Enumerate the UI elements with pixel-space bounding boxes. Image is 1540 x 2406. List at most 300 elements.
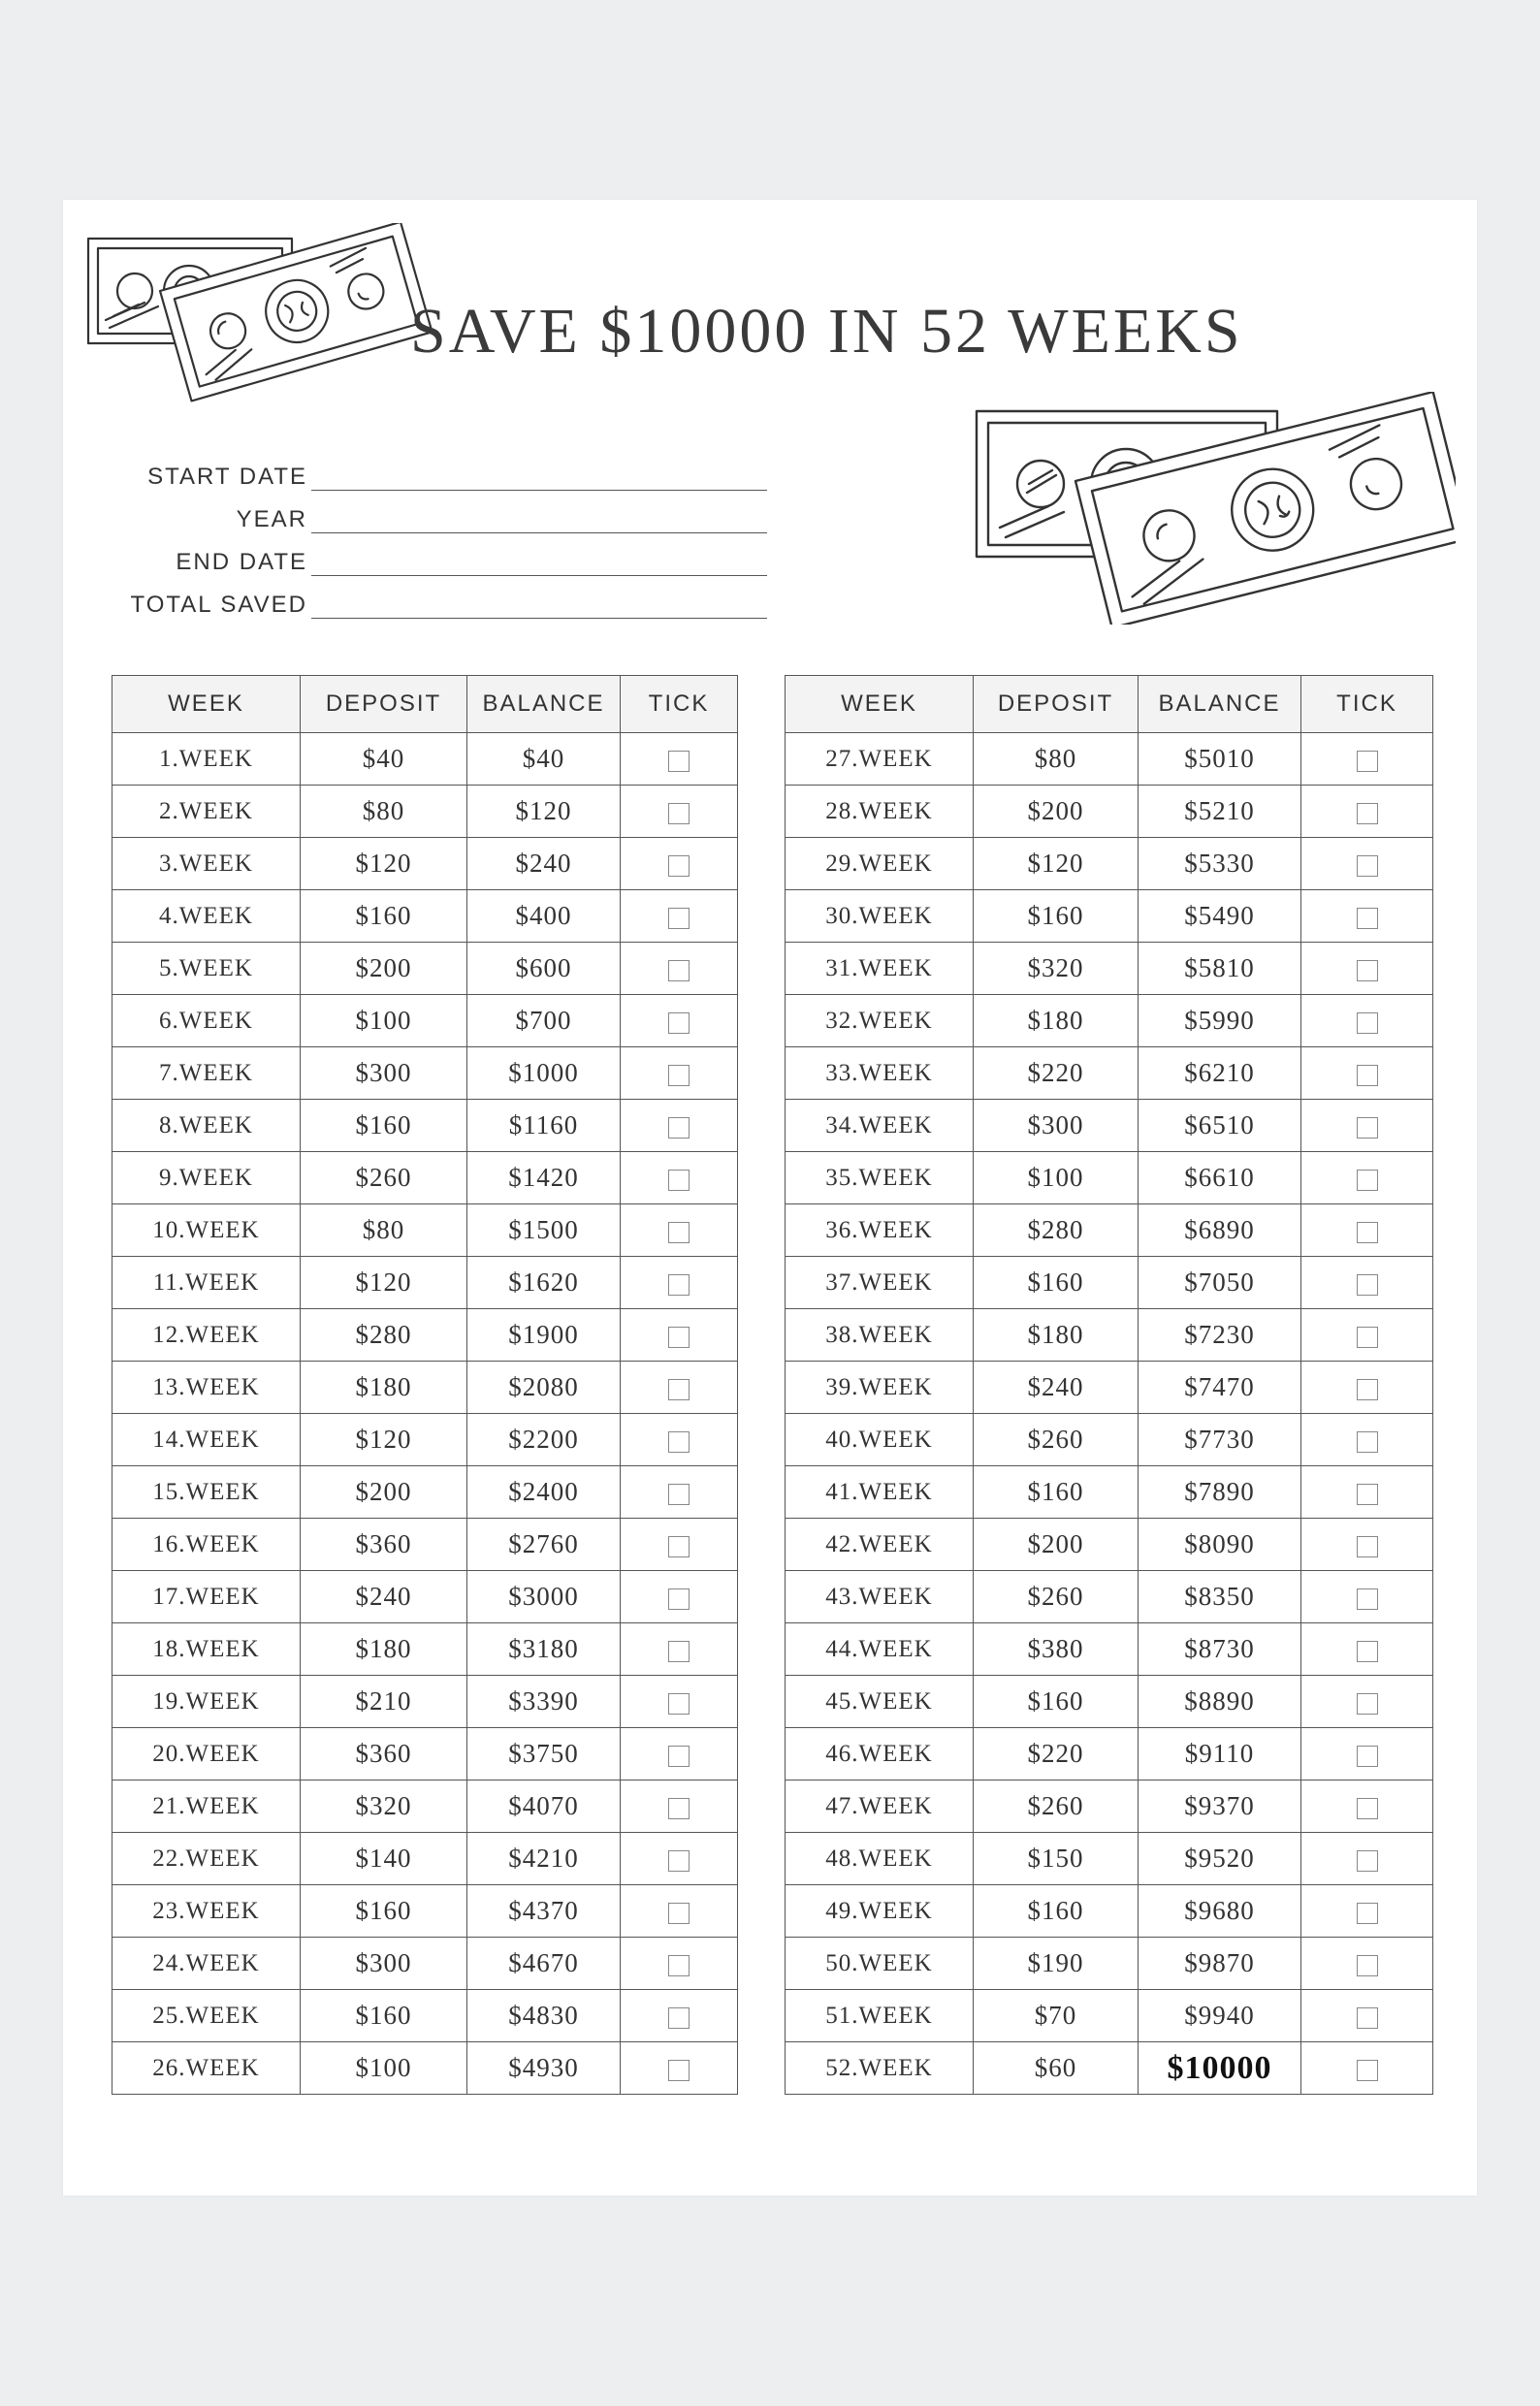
deposit-cell: $320	[301, 1780, 467, 1833]
week-cell: 51.WEEK	[786, 1990, 974, 2042]
table-row	[786, 1833, 1433, 1885]
week-cell: 49.WEEK	[786, 1885, 974, 1938]
week-cell: 4.WEEK	[112, 890, 301, 943]
table-row	[786, 1100, 1433, 1152]
tick-checkbox[interactable]	[1357, 1955, 1378, 1976]
table-row	[786, 1152, 1433, 1204]
deposit-cell: $120	[974, 838, 1139, 890]
balance-cell: $7050	[1139, 1257, 1301, 1309]
table-row	[112, 733, 738, 786]
balance-cell: $4670	[467, 1938, 621, 1990]
tick-checkbox[interactable]	[1357, 1431, 1378, 1453]
deposit-cell: $200	[301, 1466, 467, 1519]
deposit-cell: $300	[301, 1047, 467, 1100]
tick-cell	[621, 1309, 738, 1362]
balance-cell: $3000	[467, 1571, 621, 1623]
tick-checkbox[interactable]	[1357, 1693, 1378, 1715]
tick-checkbox[interactable]	[668, 1065, 690, 1086]
week-cell: 27.WEEK	[786, 733, 974, 786]
tick-checkbox[interactable]	[668, 1222, 690, 1243]
tick-checkbox[interactable]	[668, 1850, 690, 1872]
balance-cell: $400	[467, 890, 621, 943]
table-row	[786, 1047, 1433, 1100]
balance-cell: $1420	[467, 1152, 621, 1204]
table-row	[112, 1204, 738, 1257]
week-cell: 31.WEEK	[786, 943, 974, 995]
deposit-cell: $260	[974, 1780, 1139, 1833]
table-row	[112, 1100, 738, 1152]
total-saved-label: TOTAL SAVED	[130, 592, 307, 618]
tick-checkbox[interactable]	[668, 1484, 690, 1505]
table-row	[786, 1309, 1433, 1362]
tick-checkbox[interactable]	[1357, 1170, 1378, 1191]
start-date-line[interactable]	[311, 490, 767, 491]
week-cell: 5.WEEK	[112, 943, 301, 995]
table-row	[786, 995, 1433, 1047]
deposit-cell: $120	[301, 1257, 467, 1309]
table-row	[112, 1676, 738, 1728]
week-cell: 15.WEEK	[112, 1466, 301, 1519]
tick-cell	[621, 1833, 738, 1885]
balance-cell: $7890	[1139, 1466, 1301, 1519]
deposit-column-header: DEPOSIT	[301, 676, 467, 733]
deposit-cell: $190	[974, 1938, 1139, 1990]
balance-cell: $10000	[1139, 2042, 1301, 2095]
table-row	[786, 1571, 1433, 1623]
table-row	[786, 838, 1433, 890]
tick-checkbox[interactable]	[668, 1012, 690, 1034]
table-row	[112, 786, 738, 838]
tick-checkbox[interactable]	[668, 855, 690, 877]
week-cell: 7.WEEK	[112, 1047, 301, 1100]
tick-cell	[1301, 1728, 1433, 1780]
tick-checkbox[interactable]	[668, 1379, 690, 1400]
tick-cell	[1301, 1414, 1433, 1466]
balance-cell: $5990	[1139, 995, 1301, 1047]
balance-cell: $4370	[467, 1885, 621, 1938]
balance-cell: $700	[467, 995, 621, 1047]
week-cell: 40.WEEK	[786, 1414, 974, 1466]
tick-cell	[1301, 1833, 1433, 1885]
tick-checkbox[interactable]	[668, 751, 690, 772]
balance-cell: $9520	[1139, 1833, 1301, 1885]
end-date-field[interactable]	[92, 537, 767, 576]
tick-checkbox[interactable]	[668, 1955, 690, 1976]
week-cell: 20.WEEK	[112, 1728, 301, 1780]
tick-checkbox[interactable]	[1357, 1117, 1378, 1139]
table-row	[786, 1623, 1433, 1676]
table-row	[112, 1309, 738, 1362]
table-row	[786, 1466, 1433, 1519]
total-saved-line[interactable]	[311, 618, 767, 619]
money-bills-illustration	[971, 392, 1456, 625]
tick-checkbox[interactable]	[668, 1746, 690, 1767]
balance-column-header: BALANCE	[467, 676, 621, 733]
week-column-header: WEEK	[786, 676, 974, 733]
deposit-cell: $300	[301, 1938, 467, 1990]
deposit-cell: $160	[974, 1676, 1139, 1728]
tick-checkbox[interactable]	[668, 2060, 690, 2081]
deposit-cell: $260	[974, 1414, 1139, 1466]
tick-cell	[621, 1519, 738, 1571]
week-cell: 12.WEEK	[112, 1309, 301, 1362]
table-row	[786, 1204, 1433, 1257]
table-row	[112, 1833, 738, 1885]
tick-checkbox[interactable]	[668, 1798, 690, 1819]
balance-cell: $1500	[467, 1204, 621, 1257]
week-cell: 47.WEEK	[786, 1780, 974, 1833]
deposit-cell: $380	[974, 1623, 1139, 1676]
table-header-row	[786, 676, 1433, 733]
balance-cell: $5010	[1139, 733, 1301, 786]
balance-cell: $6890	[1139, 1204, 1301, 1257]
week-cell: 6.WEEK	[112, 995, 301, 1047]
balance-cell: $7470	[1139, 1362, 1301, 1414]
week-cell: 3.WEEK	[112, 838, 301, 890]
balance-cell: $6610	[1139, 1152, 1301, 1204]
tick-cell	[1301, 786, 1433, 838]
deposit-cell: $360	[301, 1519, 467, 1571]
balance-cell: $4830	[467, 1990, 621, 2042]
week-cell: 39.WEEK	[786, 1362, 974, 1414]
tick-checkbox[interactable]	[1357, 1641, 1378, 1662]
tick-cell	[621, 1728, 738, 1780]
planner-sheet	[63, 200, 1477, 2196]
deposit-cell: $300	[974, 1100, 1139, 1152]
tick-cell	[621, 1885, 738, 1938]
tick-cell	[621, 838, 738, 890]
money-bills-illustration	[84, 223, 433, 407]
deposit-cell: $150	[974, 1833, 1139, 1885]
tick-checkbox[interactable]	[1357, 1484, 1378, 1505]
weeks-27-52-table	[785, 675, 1433, 2095]
tick-checkbox[interactable]	[1357, 1903, 1378, 1924]
deposit-cell: $160	[974, 1466, 1139, 1519]
balance-cell: $6510	[1139, 1100, 1301, 1152]
week-cell: 46.WEEK	[786, 1728, 974, 1780]
tick-cell	[1301, 1990, 1433, 2042]
tick-checkbox[interactable]	[668, 1641, 690, 1662]
balance-cell: $5330	[1139, 838, 1301, 890]
week-cell: 37.WEEK	[786, 1257, 974, 1309]
deposit-cell: $200	[974, 786, 1139, 838]
deposit-cell: $220	[974, 1728, 1139, 1780]
table-row	[786, 733, 1433, 786]
tick-cell	[1301, 890, 1433, 943]
tick-cell	[1301, 1676, 1433, 1728]
tick-cell	[621, 2042, 738, 2095]
end-date-label: END DATE	[176, 549, 307, 575]
week-cell: 44.WEEK	[786, 1623, 974, 1676]
table-row	[112, 1780, 738, 1833]
tick-cell	[1301, 733, 1433, 786]
end-date-line[interactable]	[311, 575, 767, 576]
tick-cell	[621, 1938, 738, 1990]
deposit-cell: $280	[301, 1309, 467, 1362]
week-cell: 35.WEEK	[786, 1152, 974, 1204]
week-cell: 30.WEEK	[786, 890, 974, 943]
week-cell: 34.WEEK	[786, 1100, 974, 1152]
balance-cell: $2760	[467, 1519, 621, 1571]
year-line[interactable]	[311, 532, 767, 533]
week-cell: 13.WEEK	[112, 1362, 301, 1414]
deposit-cell: $280	[974, 1204, 1139, 1257]
tick-checkbox[interactable]	[1357, 1850, 1378, 1872]
tick-cell	[621, 1152, 738, 1204]
week-cell: 42.WEEK	[786, 1519, 974, 1571]
deposit-cell: $40	[301, 733, 467, 786]
deposit-cell: $120	[301, 1414, 467, 1466]
deposit-cell: $100	[974, 1152, 1139, 1204]
deposit-cell: $180	[974, 1309, 1139, 1362]
tick-cell	[621, 890, 738, 943]
table-row	[112, 1571, 738, 1623]
table-row	[786, 890, 1433, 943]
table-row	[112, 1990, 738, 2042]
balance-cell: $600	[467, 943, 621, 995]
deposit-cell: $160	[974, 1257, 1139, 1309]
deposit-cell: $100	[301, 2042, 467, 2095]
tick-checkbox[interactable]	[668, 1693, 690, 1715]
deposit-cell: $260	[301, 1152, 467, 1204]
balance-cell: $120	[467, 786, 621, 838]
deposit-cell: $60	[974, 2042, 1139, 2095]
tick-cell	[621, 1100, 738, 1152]
deposit-cell: $80	[301, 786, 467, 838]
table-row	[112, 1519, 738, 1571]
table-row	[112, 1728, 738, 1780]
year-field[interactable]	[92, 495, 767, 533]
week-cell: 9.WEEK	[112, 1152, 301, 1204]
deposit-cell: $200	[301, 943, 467, 995]
tick-cell	[1301, 1257, 1433, 1309]
table-row	[112, 1257, 738, 1309]
tick-cell	[1301, 1204, 1433, 1257]
balance-cell: $2400	[467, 1466, 621, 1519]
tick-cell	[1301, 1519, 1433, 1571]
tick-checkbox[interactable]	[668, 908, 690, 929]
table-row	[112, 1362, 738, 1414]
balance-cell: $2080	[467, 1362, 621, 1414]
tick-cell	[621, 1466, 738, 1519]
tick-checkbox[interactable]	[1357, 803, 1378, 824]
tick-cell	[621, 1780, 738, 1833]
week-cell: 36.WEEK	[786, 1204, 974, 1257]
weeks-27-52-body	[786, 733, 1433, 2095]
table-row	[112, 1414, 738, 1466]
total-saved-field[interactable]	[92, 580, 767, 619]
start-date-field[interactable]	[92, 452, 767, 491]
tick-checkbox[interactable]	[1357, 1536, 1378, 1557]
tick-cell	[1301, 1571, 1433, 1623]
balance-cell: $8890	[1139, 1676, 1301, 1728]
week-cell: 19.WEEK	[112, 1676, 301, 1728]
week-cell: 14.WEEK	[112, 1414, 301, 1466]
table-row	[786, 1414, 1433, 1466]
deposit-cell: $160	[301, 1100, 467, 1152]
deposit-cell: $70	[974, 1990, 1139, 2042]
table-row	[786, 1780, 1433, 1833]
tick-checkbox[interactable]	[1357, 960, 1378, 981]
tick-checkbox[interactable]	[668, 1170, 690, 1191]
deposit-cell: $200	[974, 1519, 1139, 1571]
deposit-cell: $240	[301, 1571, 467, 1623]
deposit-cell: $160	[301, 890, 467, 943]
tick-cell	[621, 1204, 738, 1257]
tick-checkbox[interactable]	[668, 1327, 690, 1348]
tick-checkbox[interactable]	[668, 1588, 690, 1610]
tick-cell	[1301, 1047, 1433, 1100]
week-cell: 16.WEEK	[112, 1519, 301, 1571]
balance-cell: $8350	[1139, 1571, 1301, 1623]
deposit-cell: $80	[974, 733, 1139, 786]
week-cell: 21.WEEK	[112, 1780, 301, 1833]
deposit-cell: $180	[301, 1362, 467, 1414]
balance-cell: $9680	[1139, 1885, 1301, 1938]
tick-cell	[1301, 838, 1433, 890]
tick-cell	[1301, 1623, 1433, 1676]
tick-checkbox[interactable]	[1357, 908, 1378, 929]
tick-checkbox[interactable]	[1357, 1588, 1378, 1610]
table-row	[112, 1152, 738, 1204]
week-cell: 32.WEEK	[786, 995, 974, 1047]
deposit-cell: $160	[301, 1990, 467, 2042]
tick-checkbox[interactable]	[1357, 855, 1378, 877]
tick-cell	[621, 1623, 738, 1676]
tick-column-header: TICK	[1301, 676, 1433, 733]
week-cell: 24.WEEK	[112, 1938, 301, 1990]
balance-column-header: BALANCE	[1139, 676, 1301, 733]
balance-cell: $5490	[1139, 890, 1301, 943]
week-cell: 41.WEEK	[786, 1466, 974, 1519]
tick-checkbox[interactable]	[1357, 1746, 1378, 1767]
tick-cell	[1301, 1362, 1433, 1414]
deposit-cell: $260	[974, 1571, 1139, 1623]
balance-cell: $2200	[467, 1414, 621, 1466]
balance-cell: $7730	[1139, 1414, 1301, 1466]
table-row	[786, 943, 1433, 995]
week-cell: 23.WEEK	[112, 1885, 301, 1938]
tick-cell	[1301, 1309, 1433, 1362]
week-cell: 45.WEEK	[786, 1676, 974, 1728]
week-cell: 43.WEEK	[786, 1571, 974, 1623]
tick-checkbox[interactable]	[1357, 751, 1378, 772]
tick-cell	[621, 995, 738, 1047]
tick-checkbox[interactable]	[1357, 1798, 1378, 1819]
tick-checkbox[interactable]	[668, 1903, 690, 1924]
tick-column-header: TICK	[621, 676, 738, 733]
tick-checkbox[interactable]	[668, 1431, 690, 1453]
deposit-cell: $240	[974, 1362, 1139, 1414]
table-header-row	[112, 676, 738, 733]
tick-cell	[1301, 943, 1433, 995]
deposit-cell: $180	[974, 995, 1139, 1047]
table-row	[112, 1623, 738, 1676]
week-cell: 2.WEEK	[112, 786, 301, 838]
balance-cell: $8090	[1139, 1519, 1301, 1571]
table-row	[786, 1938, 1433, 1990]
week-cell: 52.WEEK	[786, 2042, 974, 2095]
balance-cell: $7230	[1139, 1309, 1301, 1362]
table-row	[112, 1466, 738, 1519]
week-cell: 38.WEEK	[786, 1309, 974, 1362]
tick-checkbox[interactable]	[1357, 1274, 1378, 1296]
table-row	[786, 1990, 1433, 2042]
tick-checkbox[interactable]	[668, 2007, 690, 2029]
table-row	[112, 2042, 738, 2095]
tick-checkbox[interactable]	[1357, 1065, 1378, 1086]
table-row	[786, 1676, 1433, 1728]
tick-cell	[1301, 1938, 1433, 1990]
tick-checkbox[interactable]	[668, 803, 690, 824]
balance-cell: $1160	[467, 1100, 621, 1152]
week-cell: 29.WEEK	[786, 838, 974, 890]
tick-cell	[621, 1414, 738, 1466]
table-row	[786, 2042, 1433, 2095]
table-row	[786, 1519, 1433, 1571]
balance-cell: $5210	[1139, 786, 1301, 838]
tick-cell	[1301, 1885, 1433, 1938]
tick-checkbox[interactable]	[668, 1117, 690, 1139]
deposit-cell: $180	[301, 1623, 467, 1676]
week-cell: 22.WEEK	[112, 1833, 301, 1885]
tick-cell	[1301, 1100, 1433, 1152]
balance-cell: $1620	[467, 1257, 621, 1309]
tick-checkbox[interactable]	[668, 1274, 690, 1296]
tick-cell	[621, 1362, 738, 1414]
tick-cell	[621, 786, 738, 838]
balance-cell: $1900	[467, 1309, 621, 1362]
tick-cell	[1301, 1152, 1433, 1204]
tick-checkbox[interactable]	[668, 960, 690, 981]
tick-checkbox[interactable]	[1357, 1012, 1378, 1034]
balance-cell: $9370	[1139, 1780, 1301, 1833]
deposit-cell: $320	[974, 943, 1139, 995]
balance-cell: $1000	[467, 1047, 621, 1100]
deposit-cell: $360	[301, 1728, 467, 1780]
week-cell: 28.WEEK	[786, 786, 974, 838]
tick-checkbox[interactable]	[1357, 1222, 1378, 1243]
tick-cell	[621, 733, 738, 786]
week-cell: 50.WEEK	[786, 1938, 974, 1990]
tick-checkbox[interactable]	[1357, 2007, 1378, 2029]
deposit-cell: $140	[301, 1833, 467, 1885]
table-row	[112, 1047, 738, 1100]
tick-checkbox[interactable]	[668, 1536, 690, 1557]
week-cell: 33.WEEK	[786, 1047, 974, 1100]
balance-cell: $4070	[467, 1780, 621, 1833]
week-cell: 18.WEEK	[112, 1623, 301, 1676]
deposit-cell: $100	[301, 995, 467, 1047]
tick-checkbox[interactable]	[1357, 1327, 1378, 1348]
table-row	[786, 1728, 1433, 1780]
tick-checkbox[interactable]	[1357, 1379, 1378, 1400]
tick-checkbox[interactable]	[1357, 2060, 1378, 2081]
balance-cell: $5810	[1139, 943, 1301, 995]
tick-cell	[621, 1676, 738, 1728]
table-row	[112, 890, 738, 943]
balance-cell: $4930	[467, 2042, 621, 2095]
balance-cell: $9940	[1139, 1990, 1301, 2042]
weeks-1-26-body	[112, 733, 738, 2095]
weeks-1-26-table	[112, 675, 738, 2095]
week-cell: 26.WEEK	[112, 2042, 301, 2095]
week-cell: 25.WEEK	[112, 1990, 301, 2042]
table-row	[786, 786, 1433, 838]
tick-cell	[1301, 1780, 1433, 1833]
deposit-cell: $220	[974, 1047, 1139, 1100]
week-cell: 17.WEEK	[112, 1571, 301, 1623]
